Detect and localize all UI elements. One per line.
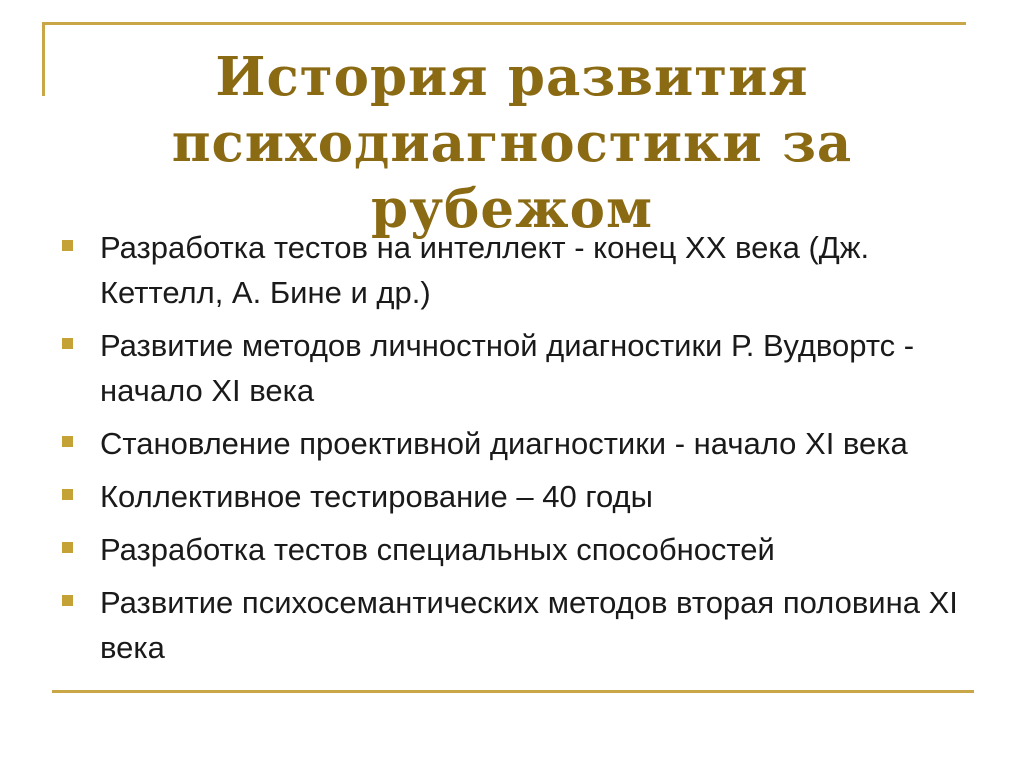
square-bullet-icon bbox=[62, 542, 73, 553]
bullet-text: Развитие психосемантических методов вторая половина XI века bbox=[100, 585, 958, 665]
slide-title: История развития психодиагностики за рубежом bbox=[171, 46, 853, 240]
square-bullet-icon bbox=[62, 240, 73, 251]
square-bullet-icon bbox=[62, 436, 73, 447]
bullet-item bbox=[62, 421, 992, 466]
square-bullet-icon bbox=[62, 489, 73, 500]
bullet-list bbox=[62, 225, 992, 678]
bullet-item bbox=[62, 580, 992, 670]
bullet-text: Коллективное тестирование – 40 годы bbox=[100, 479, 653, 514]
bottom-horizontal-rule bbox=[52, 690, 974, 693]
bullet-item bbox=[62, 323, 992, 413]
bullet-item bbox=[62, 474, 992, 519]
bullet-text: Становление проективной диагностики - начало XI века bbox=[100, 426, 908, 461]
bullet-item bbox=[62, 527, 992, 572]
square-bullet-icon bbox=[62, 338, 73, 349]
top-horizontal-rule bbox=[42, 22, 966, 25]
bullet-item bbox=[62, 225, 992, 315]
bullet-text: Разработка тестов специальных способностей bbox=[100, 532, 775, 567]
bullet-text: Развитие методов личностной диагностики Р. Вудвортс - начало XI века bbox=[100, 328, 915, 408]
top-vertical-rule bbox=[42, 22, 45, 96]
bullet-text: Разработка тестов на интеллект - конец XX века (Дж. Кеттелл, А. Бине и др.) bbox=[100, 230, 870, 310]
square-bullet-icon bbox=[62, 595, 73, 606]
